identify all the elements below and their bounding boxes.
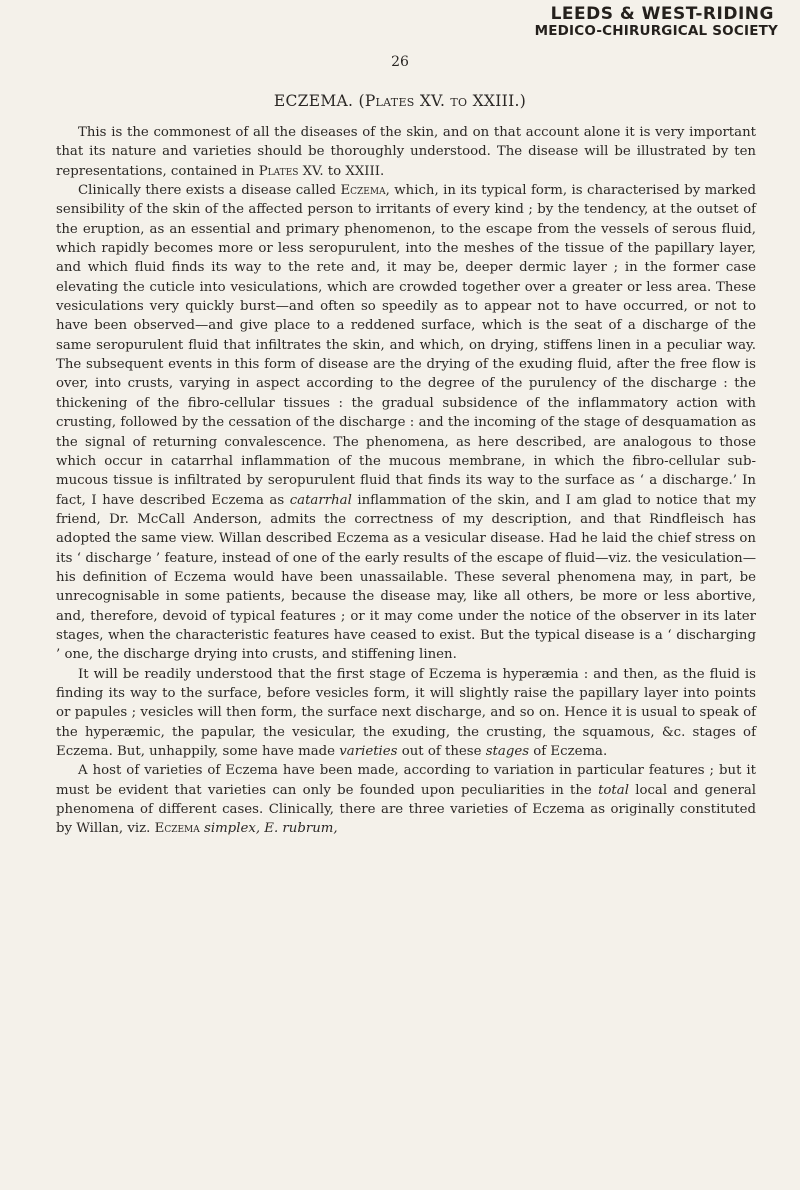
paragraph-2: Clinically there exists a disease called Eczema, which, in its typical form, is characterised by marked sensibility of the skin of the affected person to irritants of every kind ; by the tendency, at the outset of the eruption, as an essential and primary phenomenon, to the escape from the vessels of serous fluid, which rapidly becomes more or less seropurulent, into the meshes of the tissue of the papillary layer, and which fluid finds its way to the rete and, it may be, deeper dermic layer ; in the former case elevating the cuticle into vesiculations, which are crowded together over a greater or less area. These vesiculations very quickly burst—and often so speedily as to appear not to have occurred, or not to have been observed—and give place to a reddened surface, which is the seat of a discharge of the same seropurulent fluid that infiltrates the skin, and which, on drying, stiffens linen in a peculiar way. The subsequent events in this form of disease are the drying of the exuding fluid, after the free flow is over, into crusts, varying in aspect according to the degree of the purulency of the discharge : the thickening of the fibro-cellular tissues : the gradual subsidence of the inflammatory action with crusting, followed by the cessation of the discharge : and the incoming of the stage of desquamation as the signal of returning convalescence. The phenomena, as here described, are analogous to those which occur in catarrhal inflammation of the mucous membrane, in which the fibro-cellular sub-mucous tissue is infiltrated by seropurulent fluid that finds its way to the surface as ‘ a discharge.’ In fact, I have described Eczema as catarrhal inflammation of the skin, and I am glad to notice that my friend, Dr. McCall Anderson, admits the correctness of my description, and that Rindfleisch has adopted the same view. Willan described Eczema as a vesicular disease. Had he laid the chief stress on its ‘ discharge ’ feature, instead of one of the early results of the escape of fluid—viz. the vesiculation—his definition of Eczema would have been unassailable. These several phenomena may, in part, be unrecognisable in some patients, because the disease may, like all others, be more or less abortive, and, therefore, devoid of typical features ; or it may come under the notice of the observer in its later stages, when the characteristic features have ceased to exist. But the typical disease is a ‘ discharging ’ one, the discharge drying into crusts, and stiffening linen. — [56, 183, 756, 663]
library-stamp — [535, 6, 778, 38]
paragraph-1: This is the commonest of all the diseases of the skin, and on that account alone it is very important that its nature and varieties should be thoroughly understood. The disease will be illustrated by ten representations, contained in Plates XV. to XXIII. — [56, 125, 756, 179]
body-text — [56, 123, 756, 839]
stamp-line-1: LEEDS & WEST-RIDING — [550, 4, 774, 24]
section-heading — [0, 92, 800, 110]
page-number: 26 — [391, 54, 409, 70]
stamp-line-2: MEDICO-CHIRURGICAL SOCIETY — [534, 22, 778, 39]
heading-plates: (Plates XV. to XXIII.) — [358, 92, 527, 110]
heading-title: ECZEMA. — [273, 92, 354, 110]
paragraph-4: A host of varieties of Eczema have been made, according to variation in particular features ; but it must be evident that varieties can only be founded upon peculiarities in the total local and general phenomena of different cases. Clinically, there are three varieties of Eczema as originally constituted by Willan, viz. Eczema simplex, E. rubrum, — [56, 763, 756, 837]
paragraph-3: It will be readily understood that the first stage of Eczema is hyperæmia : and then, as the fluid is finding its way to the surface, before vesicles form, it will slightly raise the papillary layer into points or papules ; vesicles will then form, the surface next discharge, and so on. Hence it is usual to speak of the hyperæmic, the papular, the vesicular, the exuding, the crusting, the squamous, &c. stages of Eczema. But, unhappily, some have made varieties out of these stages of Eczema. — [56, 666, 756, 759]
